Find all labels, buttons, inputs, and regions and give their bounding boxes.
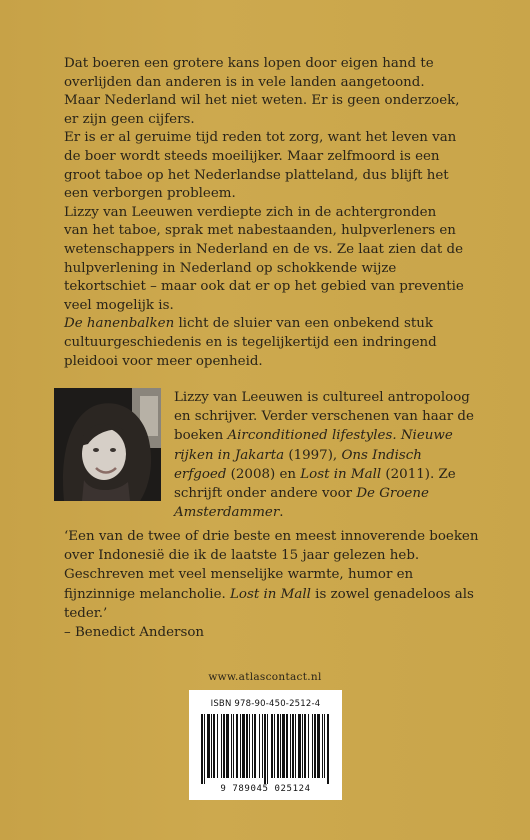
barcode-bar: [302, 714, 303, 778]
barcode-bar: [327, 714, 329, 784]
barcode-bar: [226, 714, 229, 778]
blurb-paragraph-4: [64, 315, 464, 371]
barcode-bar: [295, 714, 296, 778]
barcode-bar: [274, 714, 275, 778]
barcode-bar: [317, 714, 320, 778]
barcode-bar: [292, 714, 294, 778]
barcode-bar: [280, 714, 281, 778]
barcode-bar: [312, 714, 313, 778]
barcode-bar: [221, 714, 222, 778]
author-photo: [54, 388, 161, 501]
barcode-bar: [304, 714, 306, 778]
bio-book-1: Airconditioned lifestyles. Nieuwe rijken in Jakarta: [174, 428, 453, 463]
blurb-paragraph-2: Er is er al geruime tijd reden tot zorg, want het leven van de boer wordt steeds moeilijker. Maar zelfmoord is een groot taboe op het Nederlandse platteland, dus blijft het een verborgen probleem.: [64, 130, 457, 202]
publisher-website: www.atlascontact.nl: [208, 671, 322, 683]
barcode-bar: [271, 714, 273, 778]
author-bio: Lizzy van Leeuwen is cultureel antropoloog en schrijver. Verder verschenen van haar de boeken Airconditioned lifestyles. Nieuwe rijken in Jakarta (1997), Ons Indisch erfgoed (2008) en Lost in Mall (2011). Ze schrijft onder andere voor De Groene Amsterdammer.: [174, 390, 474, 521]
barcode-bar: [254, 714, 256, 778]
barcode-bar: [236, 714, 238, 778]
barcode-bar: [240, 714, 241, 778]
barcode-bar: [286, 714, 288, 778]
barcode-bar: [231, 714, 232, 778]
barcode-bar: [277, 714, 279, 778]
barcode-bar: [262, 714, 263, 778]
barcode-bar: [249, 714, 250, 778]
blurb-paragraph-3: Lizzy van Leeuwen verdiepte zich in de achtergronden van het taboe, sprak met nabestaanden, hulpverleners en wetenschappers in Nederland en de vs. Ze laat zien dat de hulpverlening in Nederland op schokkende wijze tekortschiet – maar ook dat er op het gebied van preventie veel mogelijk is.: [64, 204, 464, 313]
review-quote: ‘Een van de twee of drie beste en meest innoverende boeken over Indonesië die ik de laatste 15 jaar gelezen heb. Geschreven met veel menselijke warmte, humor en fijnzinnige melancholie. Lost in Mall is zowel genadeloos als teder.’ – Benedict Anderson: [64, 527, 484, 642]
barcode: [189, 690, 342, 800]
isbn-label: ISBN 978-90-450-2512-4: [210, 699, 321, 709]
barcode-bar: [217, 714, 218, 778]
quote-book-title: Lost in Mall: [230, 586, 311, 602]
blurb-paragraph-4-rest: licht de sluier van een onbekend stuk cultuurgeschiedenis en is tegelijkertijd een indringend pleidooi voor meer openheid.: [64, 316, 437, 369]
bio-magazine: De Groene Amsterdammer: [174, 486, 429, 521]
barcode-bar: [267, 714, 268, 784]
barcode-bar: [204, 714, 205, 784]
barcode-bar: [290, 714, 291, 778]
barcode-bar: [308, 714, 309, 778]
barcode-bar: [314, 714, 316, 778]
quote-author: – Benedict Anderson: [64, 625, 205, 641]
barcode-bar: [282, 714, 285, 778]
barcode-bar: [223, 714, 225, 778]
barcode-bar: [324, 714, 325, 778]
barcode-bar: [252, 714, 253, 778]
blurb-text: [64, 55, 464, 371]
barcode-bars: [201, 714, 330, 784]
barcode-bar: [211, 714, 212, 778]
book-title: De hanenbalken: [64, 316, 175, 332]
barcode-bar: [233, 714, 234, 778]
barcode-bar: [264, 714, 266, 784]
barcode-bar: [207, 714, 210, 778]
barcode-bar: [259, 714, 260, 778]
barcode-bar: [213, 714, 215, 778]
blurb-paragraph-1: Dat boeren een grotere kans lopen door eigen hand te overlijden dan anderen is in vele landen aangetoond. Maar Nederland wil het niet weten. Er is geen onderzoek, er zijn geen cijfers.: [64, 56, 460, 127]
bio-book-3: Lost in Mall: [300, 466, 382, 482]
barcode-bar: [322, 714, 323, 778]
bio-book-2: Ons Indisch erfgoed: [174, 447, 422, 482]
barcode-bar: [298, 714, 301, 778]
ean-digits: 9 789045 025124: [220, 784, 311, 794]
barcode-bar: [242, 714, 245, 778]
barcode-bar: [246, 714, 248, 778]
barcode-bar: [201, 714, 203, 784]
